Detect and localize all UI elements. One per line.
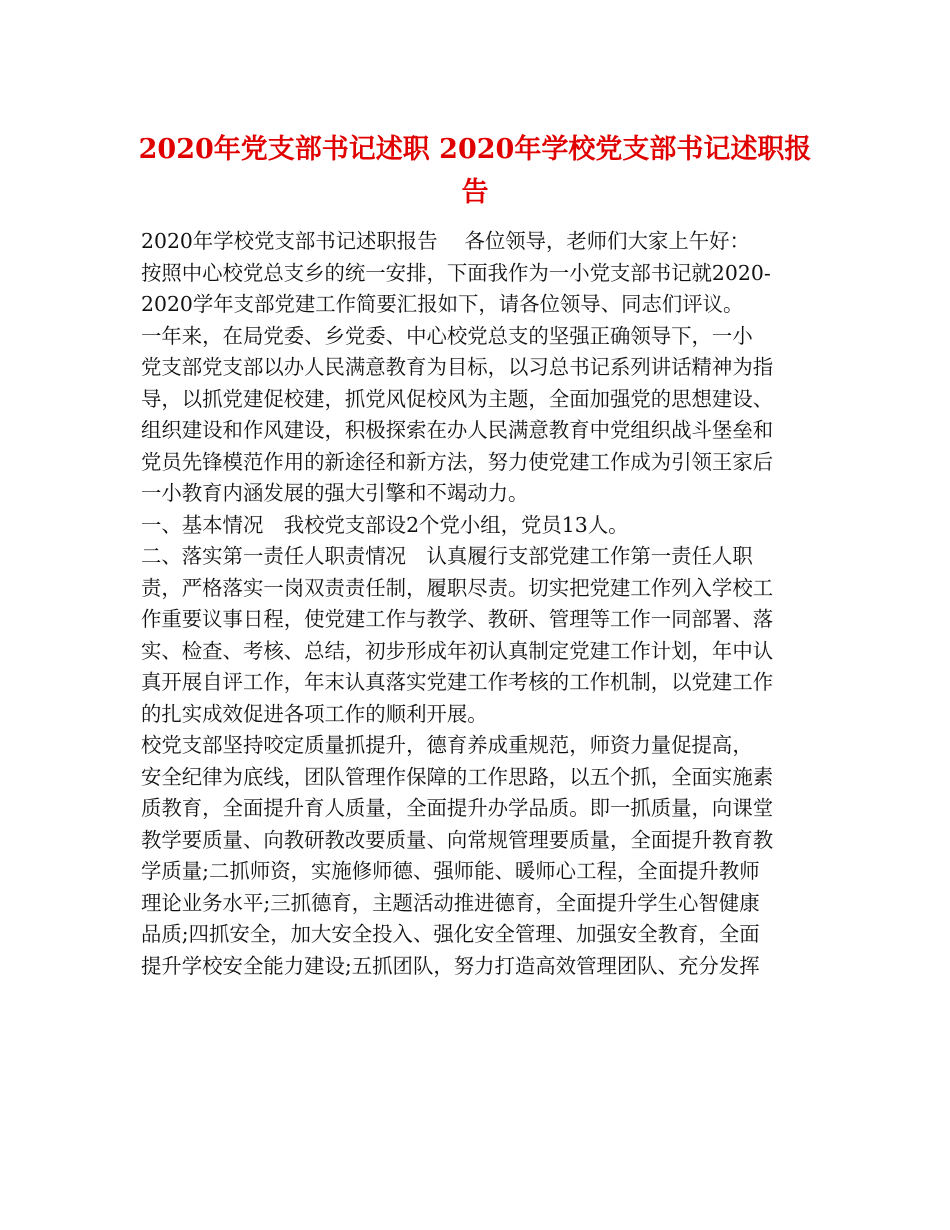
body-line: 品质;四抓安全，加大安全投入、强化安全管理、加强安全教育，全面 [141,922,760,946]
body-line: 作重要议事日程，使党建工作与教学、教研、管理等工作一同部署、落 [141,607,774,631]
body-line: 组织建设和作风建设，积极探索在办人民满意教育中党组织战斗堡垒和 [141,418,774,442]
document-title [120,128,830,214]
title-line-2: 告 [461,177,489,208]
body-line: 党员先锋模范作用的新途径和新方法，努力使党建工作成为引领王家后 [141,449,774,474]
body-line: 安全纪律为底线，团队管理作保障的工作思路，以五个抓，全面实施素 [141,764,774,789]
body-line: 的扎实成效促进各项工作的顺利开展。 [141,701,488,726]
body-line: 质教育，全面提升育人质量，全面提升办学品质。即一抓质量，向课堂 [141,796,774,820]
body-line: 导，以抓党建促校建，抓党风促校风为主题，全面加强党的思想建设、 [141,386,774,411]
body-line: 教学要质量、向教研教改要质量、向常规管理要质量，全面提升教育教 [141,827,774,852]
body-line: 理论业务水平;三抓德育，主题活动推进德育，全面提升学生心智健康 [141,890,760,915]
body-line: 实、检查、考核、总结，初步形成年初认真制定党建工作计划，年中认 [141,638,774,663]
body-line: 2020学年支部党建工作简要汇报如下，请各位领导、同志们评议。 [141,292,744,316]
body-line: 一年来，在局党委、乡党委、中心校党总支的坚强正确领导下，一小 [141,323,753,348]
body-line: 真开展自评工作，年末认真落实党建工作考核的工作机制，以党建工作 [141,670,774,694]
body-line: 党支部党支部以办人民满意教育为目标，以习总书记系列讲话精神为指 [141,355,774,379]
body-line: 一小教育内涵发展的强大引擎和不竭动力。 [141,481,529,505]
body-line: 学质量;二抓师资，实施修师德、强师能、暖师心工程，全面提升教师 [141,859,760,883]
body-line: 二、落实第一责任人职责情况 认真履行支部党建工作第一责任人职 [141,544,753,568]
body-line: 按照中心校党总支乡的统一安排，下面我作为一小党支部书记就2020- [141,260,771,285]
body-line: 校党支部坚持咬定质量抓提升，德育养成重规范，师资力量促提高， [141,733,753,757]
body-line: 责，严格落实一岗双责责任制，履职尽责。切实把党建工作列入学校工 [141,575,774,600]
document-body [141,226,813,982]
body-line: 提升学校安全能力建设;五抓团队，努力打造高效管理团队、充分发挥 [141,953,760,978]
title-line-1: 2020年党支部书记述职 2020年学校党支部书记述职报 [138,134,812,165]
body-line: 一、基本情况 我校党支部设2个党小组，党员13人。 [141,512,629,537]
body-line: 2020年学校党支部书记述职报告 各位领导，老师们大家上午好： [141,229,750,253]
